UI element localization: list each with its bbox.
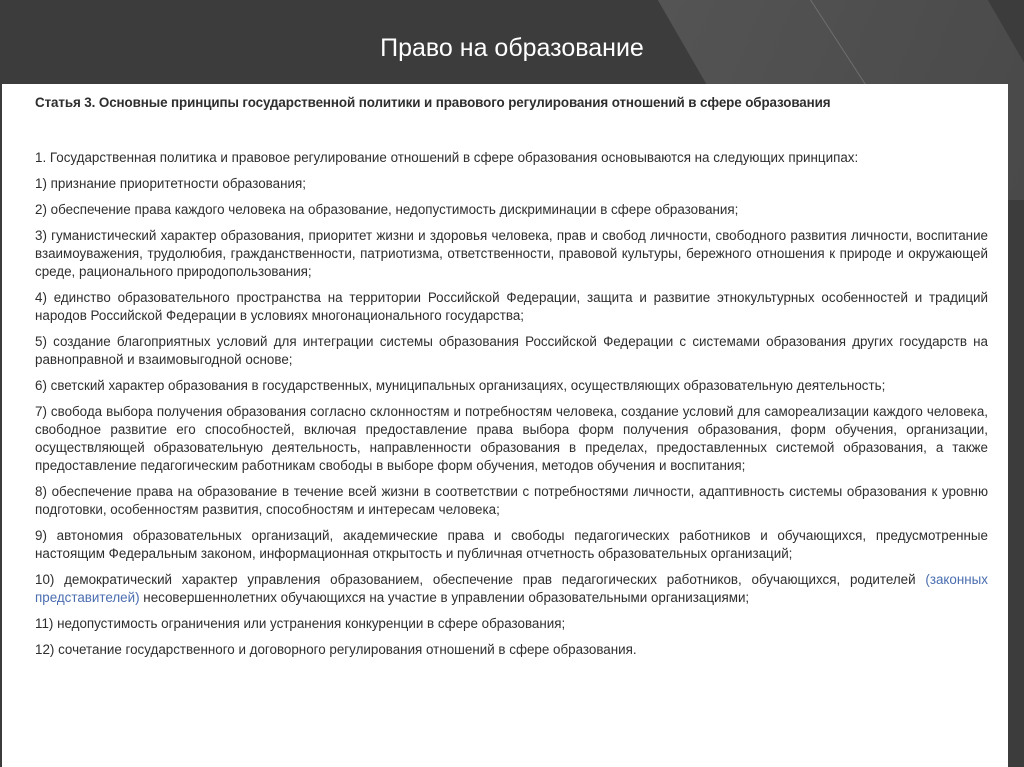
- principle-item: 7) свобода выбора получения образования согласно склонностям и потребностям человека, создание условий для самореализации каждого человека, свободное развитие его способностей, включая предоставление права выбора форм получения образования, форм обучения, организации, осуществляющей образовательную деятельность, направленности образования в пределах, предоставленных системой образования, а также предоставление педагогическим работникам свободы в выборе форм обучения, методов обучения и воспитания;: [35, 404, 988, 473]
- article-heading: Статья 3. Основные принципы государственной политики и правового регулирования отношений в сфере образования: [35, 95, 831, 110]
- item10-text-before: 10) демократический характер управления образованием, обеспечение прав педагогических работников, обучающихся, родителей: [35, 572, 926, 587]
- principle-item: 12) сочетание государственного и договорного регулирования отношений в сфере образования.: [35, 642, 637, 657]
- principle-item: 4) единство образовательного пространства на территории Российской Федерации, защита и развитие этнокультурных особенностей и традиций народов Российской Федерации в условиях многонационального государства;: [35, 290, 988, 323]
- legal-representatives-link[interactable]: (законных представителей): [35, 572, 988, 605]
- item10-text-after: несовершеннолетних обучающихся на участие в управлении образовательными организациями;: [139, 590, 750, 605]
- principle-item: 3) гуманистический характер образования, приоритет жизни и здоровья человека, прав и свобод личности, свободного развития личности, воспитание взаимоуважения, трудолюбия, гражданственности, патриотизма, ответственности, правовой культуры, бережного отношения к природе и окружающей среде, рационального природопользования;: [35, 228, 988, 279]
- principle-item: 6) светский характер образования в государственных, муниципальных организациях, осуществляющих образовательную деятельность;: [35, 378, 886, 393]
- principle-item-10: [35, 571, 988, 607]
- intro-paragraph: 1. Государственная политика и правовое регулирование отношений в сфере образования основываются на следующих принципах:: [35, 150, 859, 165]
- principle-item: 2) обеспечение права каждого человека на образование, недопустимость дискриминации в сфере образования;: [35, 202, 739, 217]
- principle-item: 9) автономия образовательных организаций, академические права и свободы педагогических работников и обучающихся, предусмотренные настоящим Федеральным законом, информационная открытость и публичная отчетность образовательных организаций;: [35, 528, 988, 561]
- document-excerpt: [2, 84, 1008, 767]
- principle-item: 8) обеспечение права на образование в течение всей жизни в соответствии с потребностями личности, адаптивность системы образования к уровню подготовки, особенностям развития, способностям и интересам человека;: [35, 484, 988, 517]
- slide-title: Право на образование: [380, 34, 644, 62]
- principle-item: 11) недопустимость ограничения или устранения конкуренции в сфере образования;: [35, 616, 566, 631]
- principle-item: 1) признание приоритетности образования;: [35, 176, 306, 191]
- principle-item: 5) создание благоприятных условий для интеграции системы образования Российской Федерации с системами образования других государств на равноправной и взаимовыгодной основе;: [35, 334, 988, 367]
